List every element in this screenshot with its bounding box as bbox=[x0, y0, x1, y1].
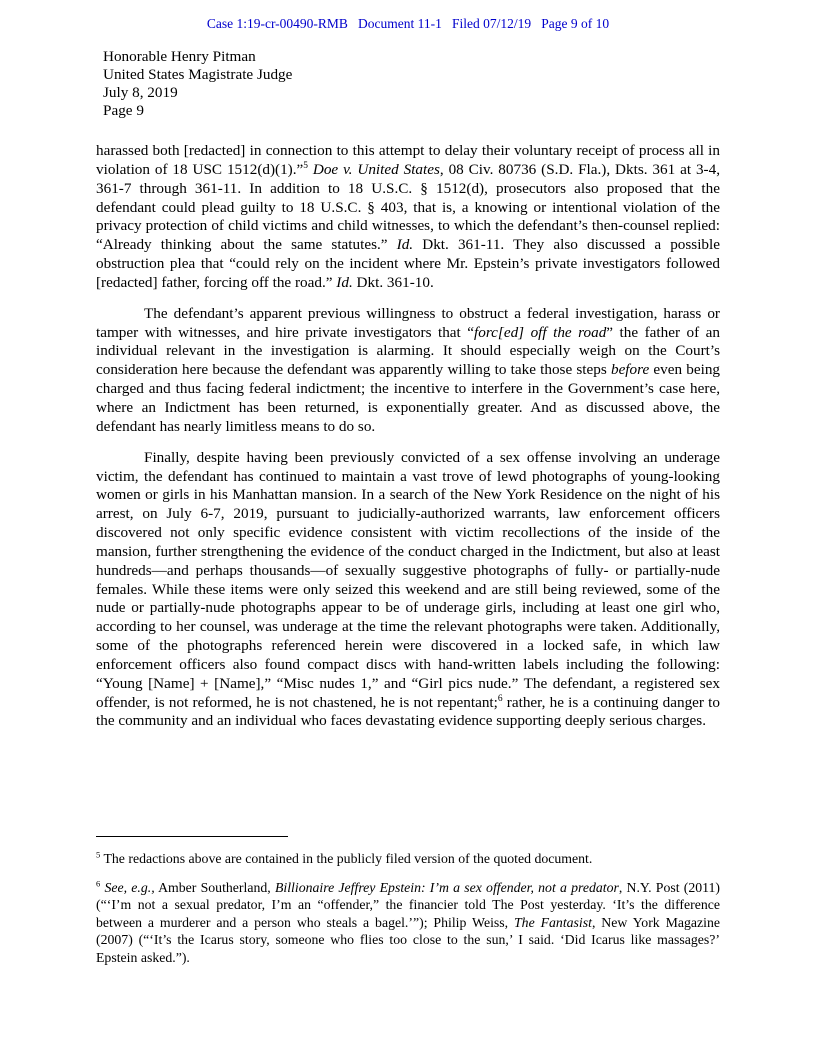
text-run: ” the father of an individual relevant in the investigation is alarming. It should especially weigh on the Court’s consideration here because the defendant was apparently willing to take those steps bbox=[96, 323, 720, 379]
text-run: Id. bbox=[396, 236, 414, 254]
footnote-reference: 5 bbox=[303, 160, 308, 171]
text-run: rather, he is a continuing danger to the community and an individual who faces devastating evidence supporting deeply serious charges. bbox=[96, 693, 720, 730]
text-run: , 08 Civ. 80736 (S.D. Fla.), Dkts. 361 at 3-4, 361-7 through 361-11. In addition to 18 U.S.C. § 1512(d), prosecutors also proposed that the defendant could plead guilty to 18 U.S.C. § 403, that is, a knowing or intentional violation of the privacy protection of child victims and child witnesses, to which the defendant’s then-counsel replied: “Already thinking about the same statutes.” bbox=[96, 160, 720, 254]
case-stamp-header: Case 1:19-cr-00490-RMB Document 11-1 Filed 07/12/19 Page 9 of 10 bbox=[206, 16, 610, 31]
letter-date: July 8, 2019 bbox=[103, 84, 178, 101]
text-run: forc[ed] off the road bbox=[474, 323, 607, 341]
body-paragraph-2 bbox=[96, 305, 720, 437]
text-run: , New York Magazine (2007) (“‘It’s the Icarus story, someone who flies too close to the sun,’ I said. ‘Did Icarus like massages?’ Epstein asked.”). bbox=[96, 914, 720, 965]
text-run: Dkt. 361-11. They also discussed a possible obstruction plea that “could rely on the incident where Mr. Epstein’s private investigators followed [redacted] father, forcing off the road.” bbox=[96, 236, 720, 291]
text-run: Finally, despite having been previously convicted of a sex offense involving an underage victim, the defendant has continued to maintain a vast trove of lewd photographs of young-looking women or girls in his Manhattan mansion. In a search of the New York Residence on the night of his arrest, on July 6-7, 2019, pursuant to judicially-authorized warrants, law enforcement officers discovered not only specific evidence consistent with victim recollections of the inside of the mansion, further strengthening the evidence of the conduct charged in the Indictment, but also at least hundreds—and perhaps thousands—of sexually suggestive photographs of fully- or partially-nude females. While these items were only seized this weekend and are still being reviewed, some of the nude or partially-nude photographs appear to be of underage girls, including at least one girl who, according to her counsel, was underage at the time the relevant photographs were taken. Additionally, some of the photographs referenced herein were discovered in a locked safe, in which law enforcement officers also found compact discs with hand-written labels including the following: “Young [Name] + [Name],” “Misc nudes 1,” and “Girl pics nude.” The defendant, a registered sex offender, is not reformed, he is not chastened, he is not repentant; bbox=[96, 448, 720, 711]
letter-body bbox=[96, 142, 720, 731]
footnote-6 bbox=[96, 879, 720, 967]
text-run: Amber Southerland, bbox=[154, 879, 275, 895]
footnote-separator-rule bbox=[96, 836, 288, 837]
footnote-reference: 5 bbox=[96, 849, 101, 860]
recipient-name: Honorable Henry Pitman bbox=[103, 48, 256, 65]
footnote-5 bbox=[96, 850, 720, 868]
address-block bbox=[103, 48, 816, 120]
recipient-title: United States Magistrate Judge bbox=[103, 66, 293, 83]
body-paragraph-3 bbox=[96, 449, 720, 732]
text-run: The defendant’s apparent previous willingness to obstruct a federal investigation, harass or tamper with witnesses, and hire private investigators that “ bbox=[96, 304, 720, 341]
text-run: Id. bbox=[336, 273, 353, 291]
text-run: Doe v. United States bbox=[312, 160, 440, 178]
text-run: The Fantasist bbox=[514, 914, 592, 930]
text-run: , N.Y. Post (2011) (“‘I’m not a sexual predator, I’m an “offender,” the financier told The Post yesterday. ‘It’s the difference between a murderer and a person who steals a bagel.’”); Philip Weiss, bbox=[96, 879, 721, 930]
footnote-reference: 6 bbox=[96, 877, 101, 888]
text-run: See, e.g., bbox=[104, 879, 155, 895]
text-run: before bbox=[610, 361, 650, 379]
footnote-reference: 6 bbox=[497, 693, 503, 704]
text-run: Dkt. 361-10. bbox=[352, 273, 434, 291]
text-run: Billionaire Jeffrey Epstein: I’m a sex offender, not a predator bbox=[274, 879, 619, 895]
body-paragraph-1 bbox=[96, 142, 720, 293]
footnotes-section bbox=[96, 836, 720, 977]
text-run: even being charged and thus facing federal indictment; the incentive to interfere in the Government’s case here, where an Indictment has been returned, is exponentially greater. And as discussed above, the defendant has nearly limitless means to do so. bbox=[96, 361, 721, 435]
page-number: Page 9 bbox=[103, 102, 144, 119]
text-run: The redactions above are contained in the publicly filed version of the quoted document. bbox=[100, 851, 593, 866]
text-run: harassed both [redacted] in connection to this attempt to delay their voluntary receipt of process all in violation of 18 USC 1512(d)(1).” bbox=[96, 142, 720, 178]
